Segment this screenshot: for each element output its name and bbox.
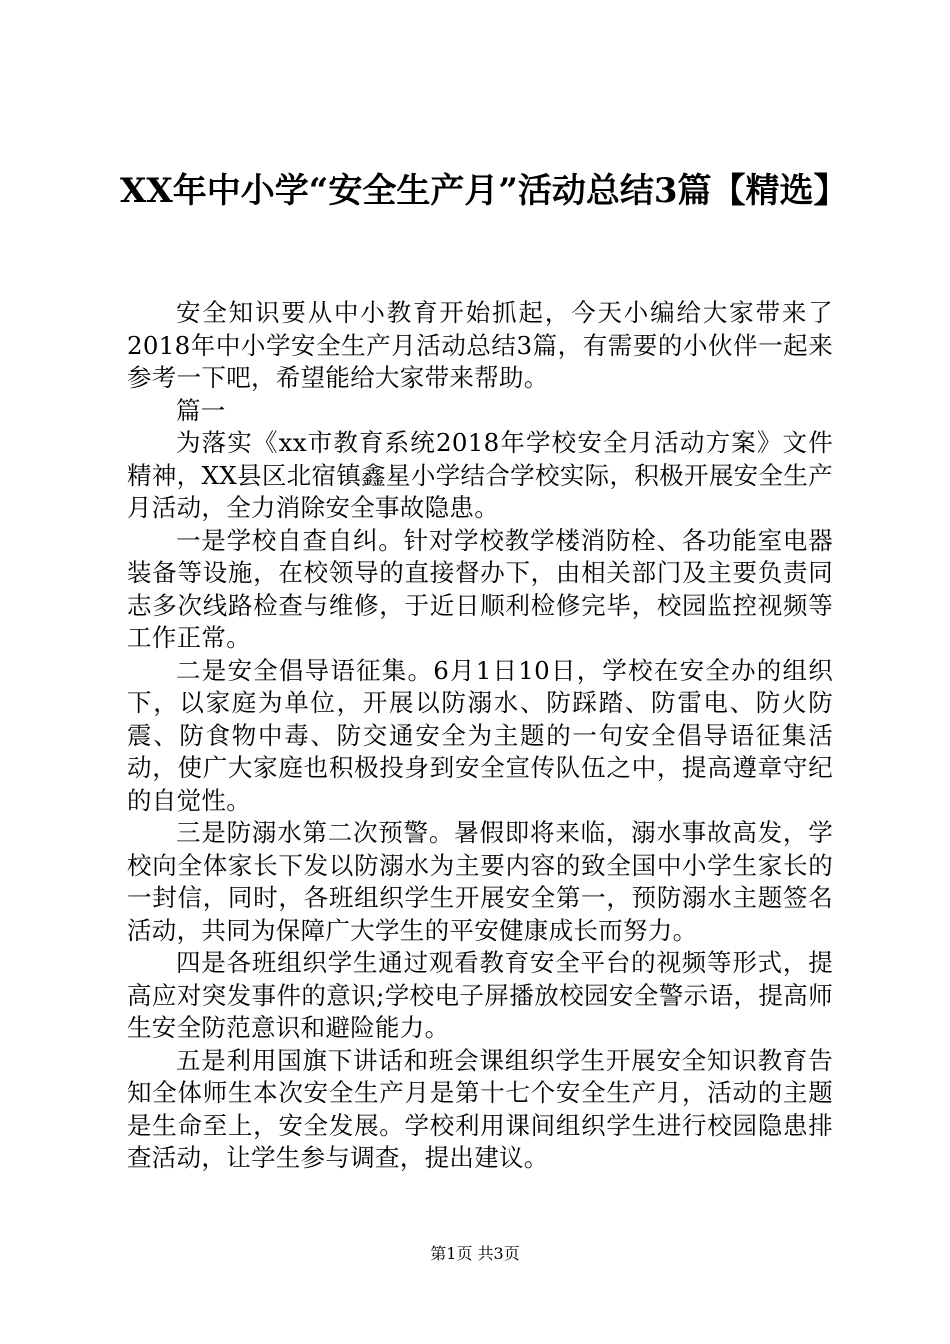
body-paragraph: 三是防溺水第二次预警。暑假即将来临，溺水事故高发，学校向全体家长下发以防溺水为主要内容的致全国中小学生家长的一封信，同时，各班组织学生开展安全第一，预防溺水主题签名活动，共同为保障广大学生的平安健康成长而努力。 xyxy=(127,818,833,945)
document-title: XX年中小学“安全生产月”活动总结3篇【精选】 xyxy=(120,171,848,211)
body-paragraph: 二是安全倡导语征集。6月1日10日，学校在安全办的组织下，以家庭为单位，开展以防溺水、防踩踏、防雷电、防火防震、防食物中毒、防交通安全为主题的一句安全倡导语征集活动，使广大家庭也积极投身到安全宣传队伍之中，提高遵章守纪的自觉性。 xyxy=(127,655,833,815)
body-paragraph: 为落实《xx市教育系统2018年学校安全月活动方案》文件精神，XX县区北宿镇鑫星小学结合学校实际，积极开展安全生产月活动，全力消除安全事故隐患。 xyxy=(127,428,833,522)
body-paragraph: 四是各班组织学生通过观看教育安全平台的视频等形式，提高应对突发事件的意识;学校电子屏播放校园安全警示语，提高师生安全防范意识和避险能力。 xyxy=(127,948,833,1042)
section-heading: 篇一 xyxy=(176,395,226,425)
document-body xyxy=(127,297,833,1175)
intro-paragraph: 安全知识要从中小教育开始抓起，今天小编给大家带来了2018年中小学安全生产月活动总结3篇，有需要的小伙伴一起来参考一下吧，希望能给大家带来帮助。 xyxy=(127,298,833,392)
page-number-footer: 第1页 共3页 xyxy=(430,1244,520,1263)
body-paragraph: 一是学校自查自纠。针对学校教学楼消防栓、各功能室电器装备等设施，在校领导的直接督办下，由相关部门及主要负责同志多次线路检查与维修，于近日顺利检修完毕，校园监控视频等工作正常。 xyxy=(127,525,833,652)
body-paragraph: 五是利用国旗下讲话和班会课组织学生开展安全知识教育告知全体师生本次安全生产月是第十七个安全生产月，活动的主题是生命至上，安全发展。学校利用课间组织学生进行校园隐患排查活动，让学生参与调查，提出建议。 xyxy=(127,1045,833,1172)
